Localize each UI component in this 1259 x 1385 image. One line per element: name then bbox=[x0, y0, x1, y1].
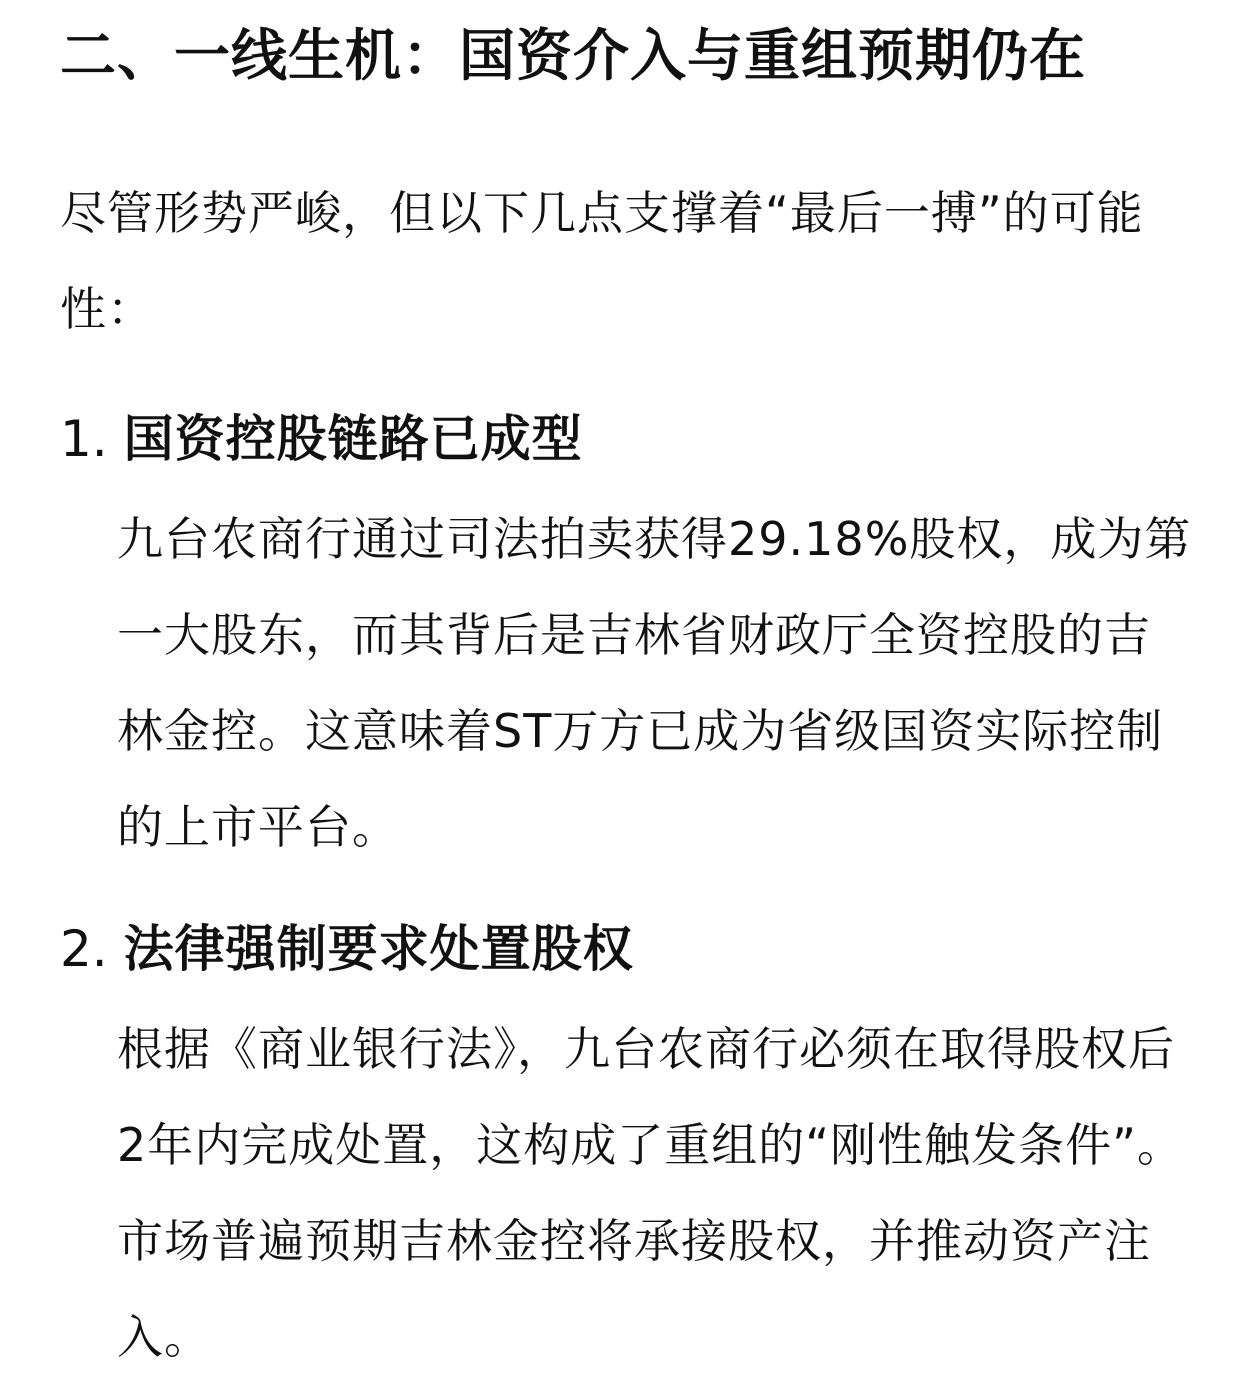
intro-paragraph: 尽管形势严峻，但以下几点支撑着“最后一搏”的可能性： bbox=[60, 186, 1144, 336]
list-item-title: 法律强制要求处置股权 bbox=[123, 920, 634, 978]
list-item-body: 九台农商行通过司法拍卖获得29.18%股权，成为第一大股东，而其背后是吉林省财政厅全资控股的吉林金控。这意味着ST万方已成为省级国资实际控制的上市平台。 bbox=[117, 512, 1192, 854]
list-item-title: 国资控股链路已成型 bbox=[123, 410, 583, 468]
list-item-heading bbox=[60, 397, 1210, 481]
list-item-heading bbox=[60, 907, 1210, 991]
list-item bbox=[60, 907, 1210, 1385]
list-item bbox=[60, 397, 1210, 875]
list-item-body: 根据《商业银行法》，九台农商行必须在取得股权后2年内完成处置，这构成了重组的“刚性触发条件”。市场普遍预期吉林金控将承接股权，并推动资产注入。 bbox=[117, 1022, 1184, 1364]
section-heading: 二、一线生机：国资介入与重组预期仍在 bbox=[60, 24, 1086, 89]
list-item-number: 2. bbox=[60, 920, 108, 978]
list-item-number: 1. bbox=[60, 410, 108, 468]
